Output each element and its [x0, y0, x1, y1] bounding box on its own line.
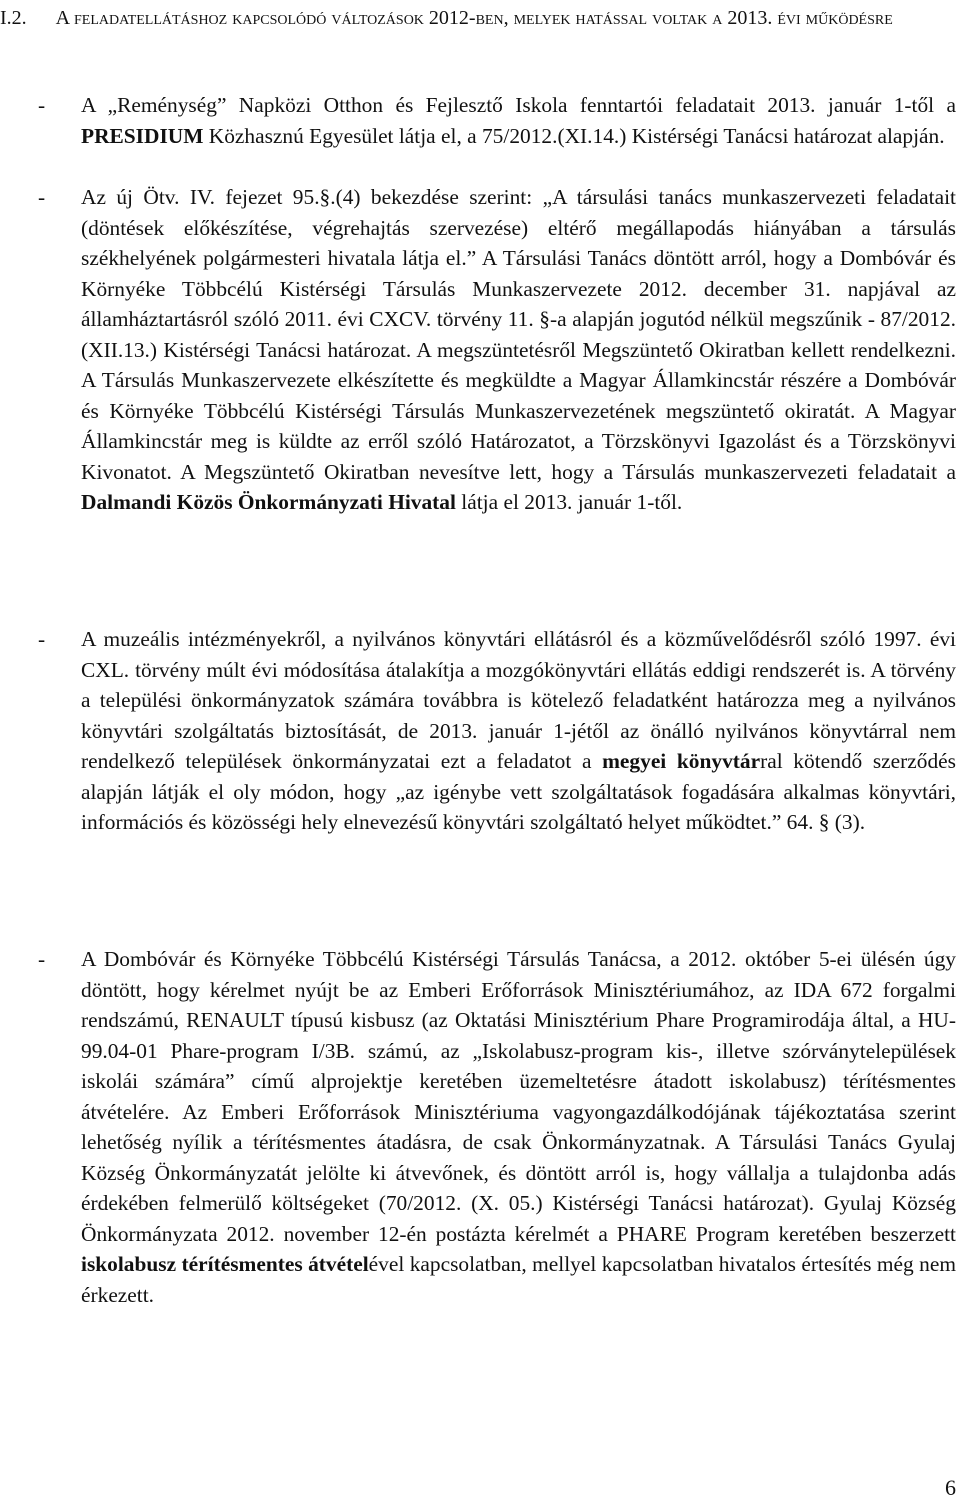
bold-text-run: Dalmandi Közös Önkormányzati Hivatal	[81, 490, 456, 515]
list-item-text	[81, 90, 956, 151]
text-run: Közhasznú Egyesület látja el, a 75/2012.(XI.14.) Kistérségi Tanácsi határozat alapján.	[203, 123, 945, 148]
section-title-part1: A feladatellátáshoz kapcsolódó változások	[55, 7, 424, 29]
section-title-year2: 2013.	[727, 7, 773, 29]
list-item-3	[0, 624, 956, 838]
list-item-text	[81, 944, 956, 1311]
bold-text-run: megyei könyvtár	[602, 749, 761, 774]
section-title-part2: ben, melyek hatással voltak a	[475, 7, 723, 29]
list-item-4	[0, 944, 956, 1311]
text-run: ével kapcsolatban, mellyel kapcsolatban hivatalos értesítés még nem érkezett.	[81, 1252, 956, 1308]
list-item-1	[0, 90, 956, 151]
page-number: 6	[945, 1475, 956, 1500]
list-item-text	[81, 182, 956, 518]
list-dash: -	[38, 93, 46, 117]
text-run: látja el 2013. január 1-től.	[455, 490, 683, 515]
text-run: ral kötendő szerződés alapján látják el oly módon, hogy „az igénybe vett szolgáltatások fogadására alkalmas könyvtári, információs és közösségi hely elnevezésű könyvtári szolgáltató helyet működtet.” 64. § (3).	[81, 749, 956, 835]
section-title-part3: évi működésre	[777, 7, 893, 29]
bold-text-run: iskolabusz térítésmentes átvétel	[81, 1252, 369, 1277]
list-item-text	[81, 624, 956, 838]
text-run: A „Reménység” Napközi Otthon és Fejlesztő Iskola fenntartói feladatait 2013. január 1-től a	[81, 93, 956, 117]
list-dash: -	[38, 947, 46, 971]
list-dash: -	[38, 185, 46, 209]
list-dash: -	[38, 627, 46, 651]
list-item-2	[0, 182, 956, 518]
section-title-year1: 2012-	[428, 7, 476, 29]
text-run: Az új Ötv. IV. fejezet 95.§.(4) bekezdése szerint: „A társulási tanács munkaszervezeti feladatait (döntések előkészítése, végrehajtás szervezése) eltérő megállapodás hiányában a társulás székhelyének polgármesteri hivatala látja el.” A Társulási Tanács döntött arról, hogy a Dombóvár és Környéke Többcélú Kistérségi Társulás Munkaszervezete 2012. december 31. napjával az államháztartásról szóló 2011. évi CXCV. törvény 11. §-a alapján jogutód nélkül megszűnik - 87/2012.(XII.13.) Kistérségi Tanácsi határozat. A megszüntetésről Megszüntető Okiratban kellett rendelkezni. A Társulás Munkaszervezete elkészítette és megküldte a Magyar Államkincstár részére a Dombóvár és Környéke Többcélú Kistérségi Társulás Munkaszervezetének megszüntető okiratát. A Magyar Államkincstár meg is küldte az erről szóló Határozatot, a Törzskönyvi Igazolást és a Törzskönyvi Kivonatot. A Megszüntető Okiratban nevesítve lett, hogy a Társulás munkaszervezeti feladatait a	[81, 185, 956, 484]
bold-text-run: PRESIDIUM	[81, 123, 204, 148]
section-number: I.2.	[0, 7, 27, 29]
text-run: A Dombóvár és Környéke Többcélú Kistérségi Társulás Tanácsa, a 2012. október 5-ei ülésén úgy döntött, hogy kérelmet nyújt be az Emberi Erőforrások Minisztériumához, az IDA 672 forgalmi rendszámú, RENAULT típusú kisbusz (az Oktatási Minisztérium Phare Programirodája által, a HU-99.04-01 Phare-program I/3B. számú, az „Iskolabusz-program kis-, illetve szórványtelepülések iskolái számára” című alprojektje keretében üzemeltetésre átadott iskolabusz) térítésmentes átvételére. Az Emberi Erőforrások Minisztériuma vagyongazdálkodójának tájékoztatása szerint lehetőség nyílik a térítésmentes átadásra, de csak Önkormányzatnak. A Társulási Tanács Gyulaj Község Önkormányzatát jelölte ki átvevőnek, és döntött arról is, hogy vállalja a tulajdonba adás érdekében felmerülő költségeket (70/2012. (X. 05.) Kistérségi Tanácsi határozat). Gyulaj Község Önkormányzata 2012. november 12-én postázta kérelmét a PHARE Program keretében beszerzett	[81, 947, 956, 1246]
section-heading	[0, 2, 958, 34]
text-run: A muzeális intézményekről, a nyilvános könyvtári ellátásról és a közművelődésről szóló 1997. évi CXL. törvény múlt évi módosítása átalakítja a mozgókönyvtári ellátás eddigi rendszerét is. A törvény a települési önkormányzatok számára továbbra is kötelező feladatként határozza meg a nyilvános könyvtári szolgáltatás biztosítását, de 2013. január 1-jétől az önálló nyilvános könyvtárral nem rendelkező települések önkormányzatai ezt a feladatot a	[81, 627, 956, 774]
